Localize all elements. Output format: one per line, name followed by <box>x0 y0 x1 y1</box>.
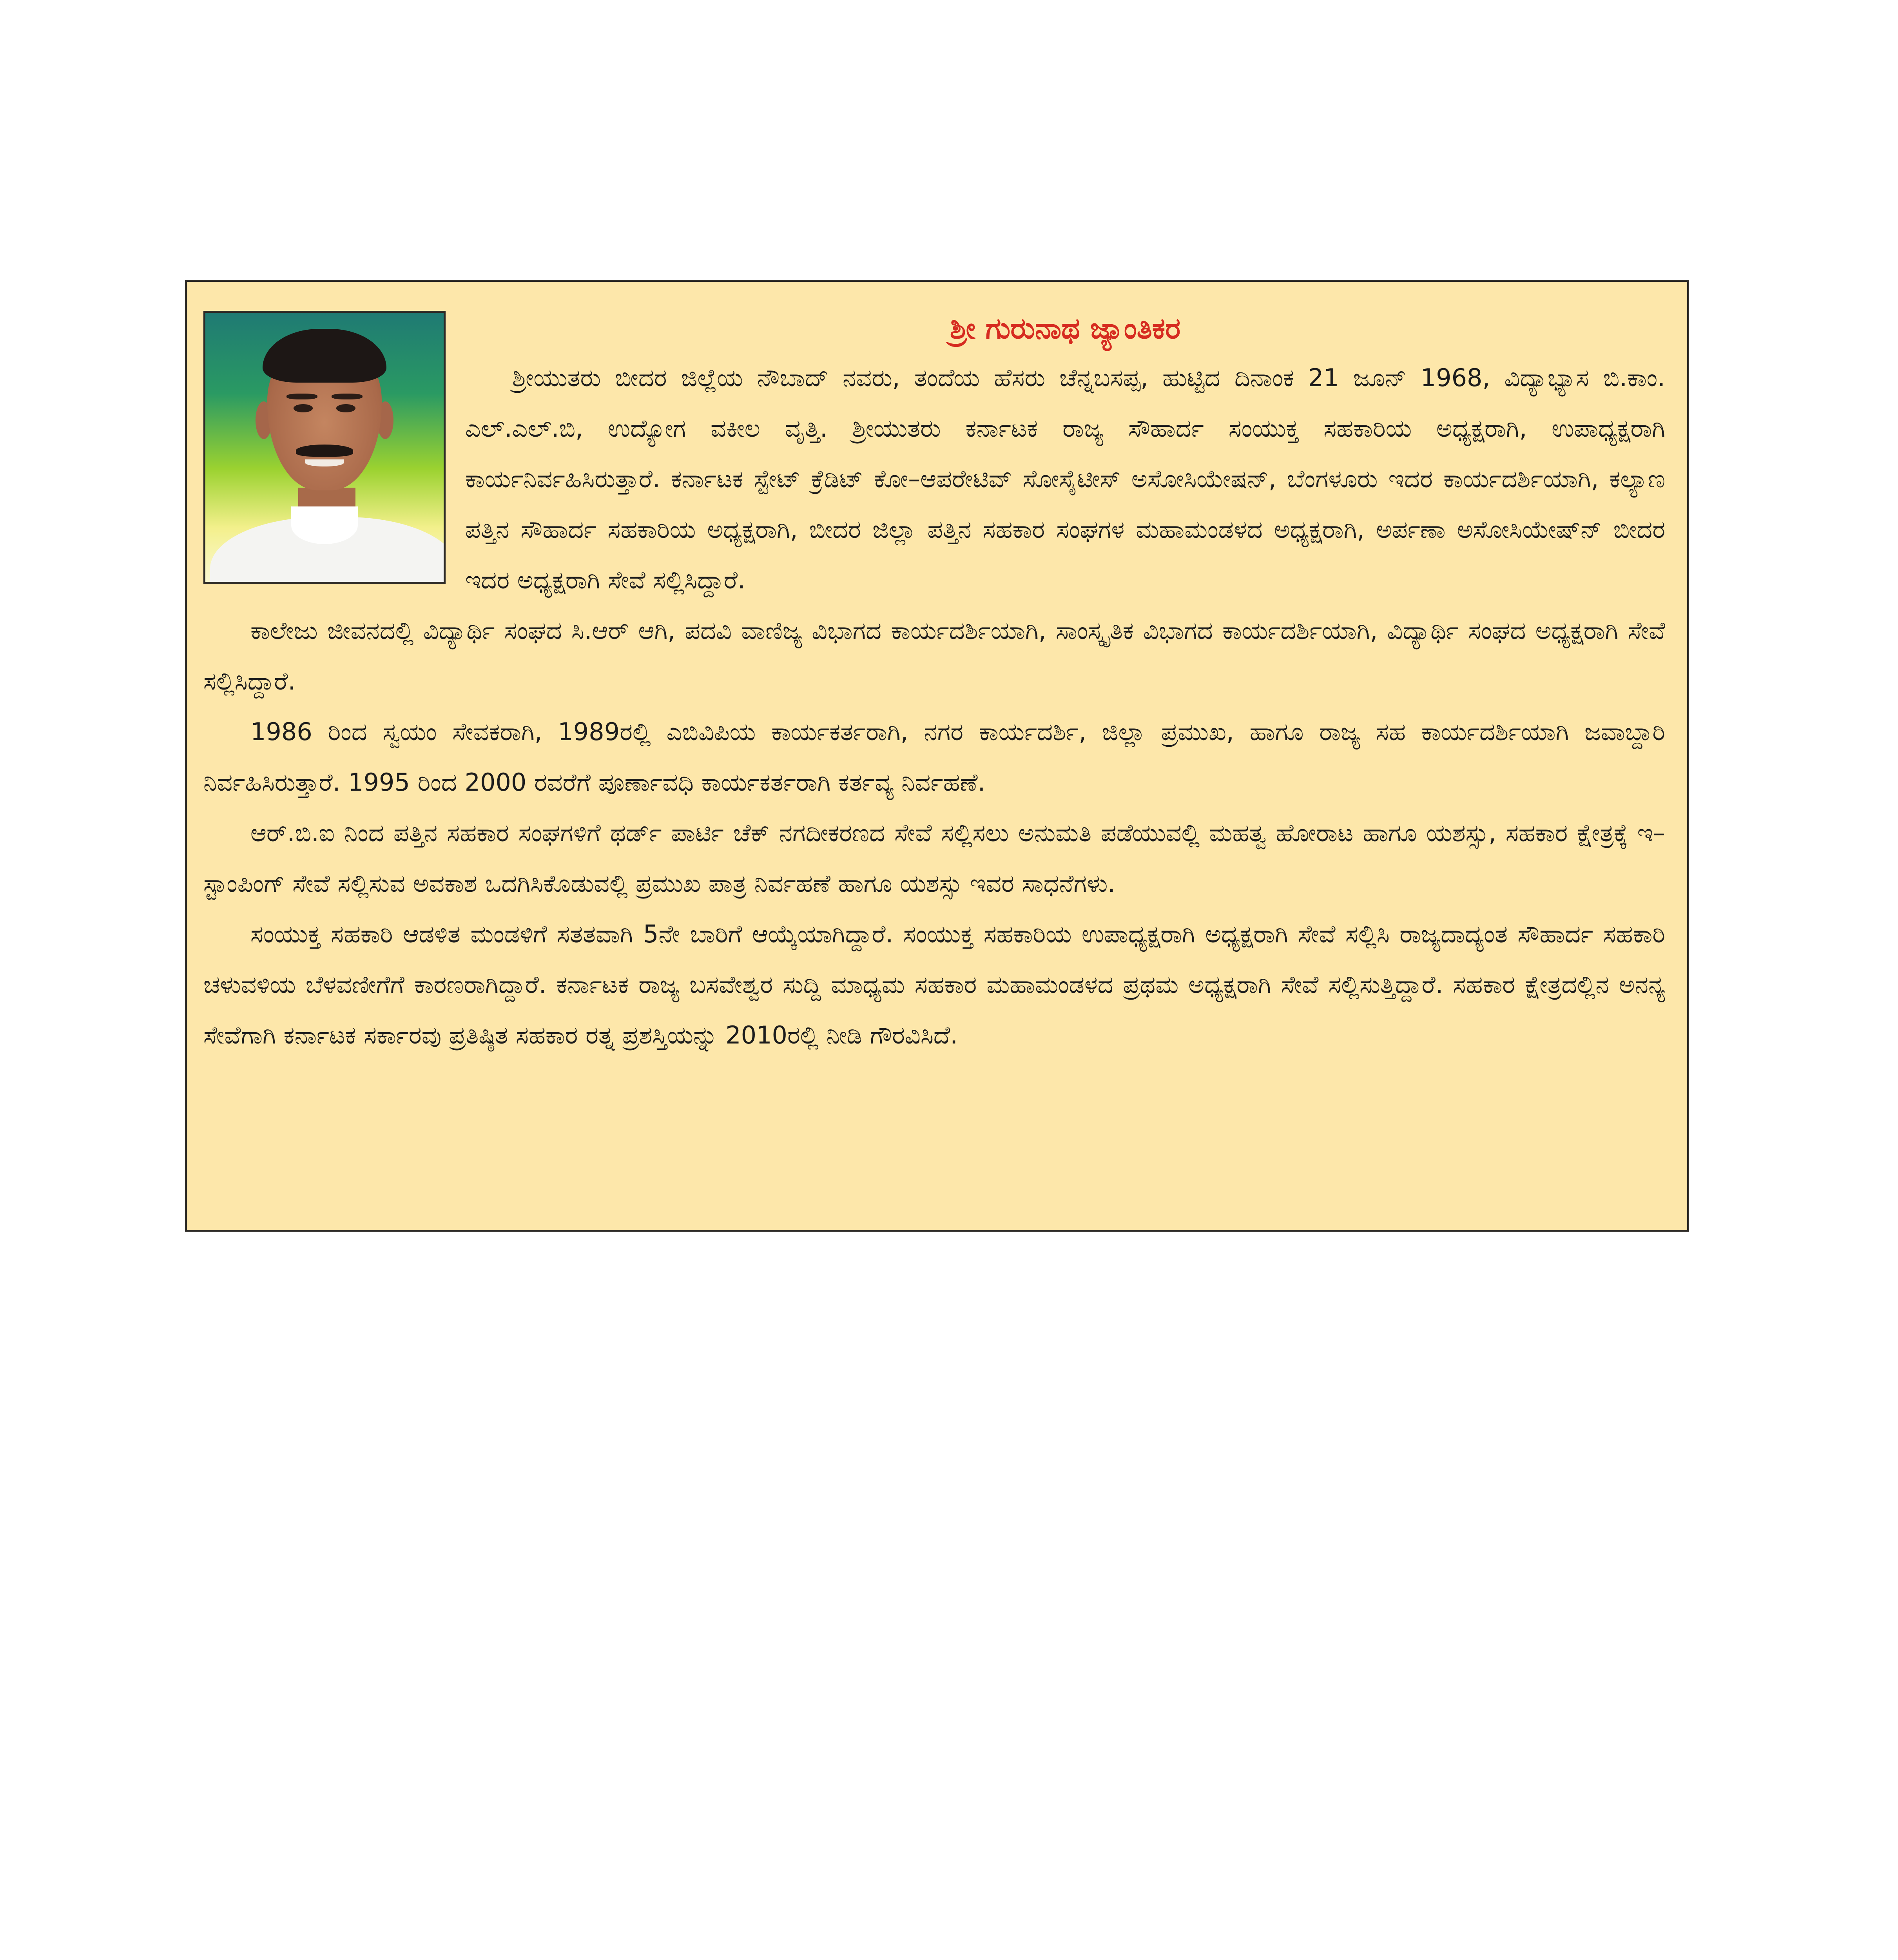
bio-title: ಶ್ರೀ ಗುರುನಾಥ ಜ್ಯಾಂತಿಕರ <box>950 312 1181 345</box>
portrait-brow-left <box>286 394 317 399</box>
portrait-eye-left <box>294 404 313 412</box>
bio-paragraph-2: ಕಾಲೇಜು ಜೀವನದಲ್ಲಿ ವಿದ್ಯಾರ್ಥಿ ಸಂಘದ ಸಿ.ಆರ್ ಆಗಿ, ಪದವಿ ವಾಣಿಜ್ಯ ವಿಭಾಗದ ಕಾರ್ಯದರ್ಶಿಯಾಗಿ, ಸಾಂಸ್ಕೃತಿಕ ವಿಭಾಗದ ಕಾರ್ಯದರ್ಶಿಯಾಗಿ, ವಿದ್ಯಾರ್ಥಿ ಸಂಘದ ಅಧ್ಯಕ್ಷರಾಗಿ ಸೇವೆ ಸಲ್ಲಿಸಿದ್ದಾರೆ. <box>203 616 1665 695</box>
biography-box <box>185 280 1689 1232</box>
portrait-eye-right <box>336 404 355 412</box>
portrait-hair <box>263 329 386 383</box>
portrait-collar <box>291 506 358 544</box>
portrait-mouth <box>305 459 343 466</box>
bio-paragraph-3: 1986 ರಿಂದ ಸ್ವಯಂ ಸೇವಕರಾಗಿ, 1989ರಲ್ಲಿ ಎಬಿವಿಪಿಯ ಕಾರ್ಯಕರ್ತರಾಗಿ, ನಗರ ಕಾರ್ಯದರ್ಶಿ, ಜಿಲ್ಲಾ ಪ್ರಮುಖ, ಹಾಗೂ ರಾಜ್ಯ ಸಹ ಕಾರ್ಯದರ್ಶಿಯಾಗಿ ಜವಾಬ್ದಾರಿ ನಿರ್ವಹಿಸಿರುತ್ತಾರೆ. 1995 ರಿಂದ 2000 ರವರೆಗೆ ಪೂರ್ಣಾವಧಿ ಕಾರ್ಯಕರ್ತರಾಗಿ ಕರ್ತವ್ಯ ನಿರ್ವಹಣೆ. <box>203 717 1665 797</box>
portrait-photo <box>203 311 446 584</box>
portrait-mustache <box>296 445 353 457</box>
bio-paragraph-1: ಶ್ರೀಯುತರು ಬೀದರ ಜಿಲ್ಲೆಯ ನೌಬಾದ್ ನವರು, ತಂದೆಯ ಹೆಸರು ಚೆನ್ನಬಸಪ್ಪ, ಹುಟ್ಟಿದ ದಿನಾಂಕ 21 ಜೂನ್ 1968, ವಿದ್ಯಾಭ್ಯಾಸ ಬಿ.ಕಾಂ. ಎಲ್.ಎಲ್.ಬಿ, ಉದ್ಯೋಗ ವಕೀಲ ವೃತ್ತಿ. ಶ್ರೀಯುತರು ಕರ್ನಾಟಕ ರಾಜ್ಯ ಸೌಹಾರ್ದ ಸಂಯುಕ್ತ ಸಹಕಾರಿಯ ಅಧ್ಯಕ್ಷರಾಗಿ, ಉಪಾಧ್ಯಕ್ಷರಾಗಿ ಕಾರ್ಯನಿರ್ವಹಿಸಿರುತ್ತಾರೆ. ಕರ್ನಾಟಕ ಸ್ಟೇಟ್ ಕ್ರೆಡಿಟ್ ಕೋ–ಆಪರೇಟಿವ್ ಸೋಸೈಟೀಸ್ ಅಸೋಸಿಯೇಷನ್, ಬೆಂಗಳೂರು ಇದರ ಕಾರ್ಯದರ್ಶಿಯಾಗಿ, ಕಲ್ಯಾಣ ಪತ್ತಿನ ಸೌಹಾರ್ದ ಸಹಕಾರಿಯ ಅಧ್ಯಕ್ಷರಾಗಿ, ಬೀದರ ಜಿಲ್ಲಾ ಪತ್ತಿನ ಸಹಕಾರ ಸಂಘಗಳ ಮಹಾಮಂಡಳದ ಅಧ್ಯಕ್ಷರಾಗಿ, ಅರ್ಪಣಾ ಅಸೋಸಿಯೇಷ್‌ನ್ ಬೀದರ ಇದರ ಅಧ್ಯಕ್ಷರಾಗಿ ಸೇವೆ ಸಲ್ಲಿಸಿದ್ದಾರೆ. <box>465 363 1665 594</box>
bio-paragraph-5: ಸಂಯುಕ್ತ ಸಹಕಾರಿ ಆಡಳಿತ ಮಂಡಳಿಗೆ ಸತತವಾಗಿ 5ನೇ ಬಾರಿಗೆ ಆಯ್ಕೆಯಾಗಿದ್ದಾರೆ. ಸಂಯುಕ್ತ ಸಹಕಾರಿಯ ಉಪಾಧ್ಯಕ್ಷರಾಗಿ ಅಧ್ಯಕ್ಷರಾಗಿ ಸೇವೆ ಸಲ್ಲಿಸಿ ರಾಜ್ಯದಾದ್ಯಂತ ಸೌಹಾರ್ದ ಸಹಕಾರಿ ಚಳುವಳಿಯ ಬೆಳವಣೀಗೆಗೆ ಕಾರಣರಾಗಿದ್ದಾರೆ. ಕರ್ನಾಟಕ ರಾಜ್ಯ ಬಸವೇಶ್ವರ ಸುದ್ದಿ ಮಾಧ್ಯಮ ಸಹಕಾರ ಮಹಾಮಂಡಳದ ಪ್ರಥಮ ಅಧ್ಯಕ್ಷರಾಗಿ ಸೇವೆ ಸಲ್ಲಿಸುತ್ತಿದ್ದಾರೆ. ಸಹಕಾರ ಕ್ಷೇತ್ರದಲ್ಲಿನ ಅನನ್ಯ ಸೇವೆಗಾಗಿ ಕರ್ನಾಟಕ ಸರ್ಕಾರವು ಪ್ರತಿಷ್ಠಿತ ಸಹಕಾರ ರತ್ನ ಪ್ರಶಸ್ತಿಯನ್ನು 2010ರಲ್ಲಿ ನೀಡಿ ಗೌರವಿಸಿದೆ. <box>203 920 1665 1049</box>
bio-paragraph-4: ಆರ್.ಬಿ.ಐ ನಿಂದ ಪತ್ತಿನ ಸಹಕಾರ ಸಂಘಗಳಿಗೆ ಥರ್ಡ್ ಪಾರ್ಟಿ ಚೆಕ್ ನಗದೀಕರಣದ ಸೇವೆ ಸಲ್ಲಿಸಲು ಅನುಮತಿ ಪಡೆಯುವಲ್ಲಿ ಮಹತ್ವ ಹೋರಾಟ ಹಾಗೂ ಯಶಸ್ಸು, ಸಹಕಾರ ಕ್ಷೇತ್ರಕ್ಕೆ ಇ–ಸ್ಟಾಂಪಿಂಗ್ ಸೇವೆ ಸಲ್ಲಿಸುವ ಅವಕಾಶ ಒದಗಿಸಿಕೊಡುವಲ್ಲಿ ಪ್ರಮುಖ ಪಾತ್ರ ನಿರ್ವಹಣೆ ಹಾಗೂ ಯಶಸ್ಸು ಇವರ ಸಾಧನೆಗಳು. <box>203 818 1665 898</box>
portrait-brow-right <box>332 394 363 399</box>
